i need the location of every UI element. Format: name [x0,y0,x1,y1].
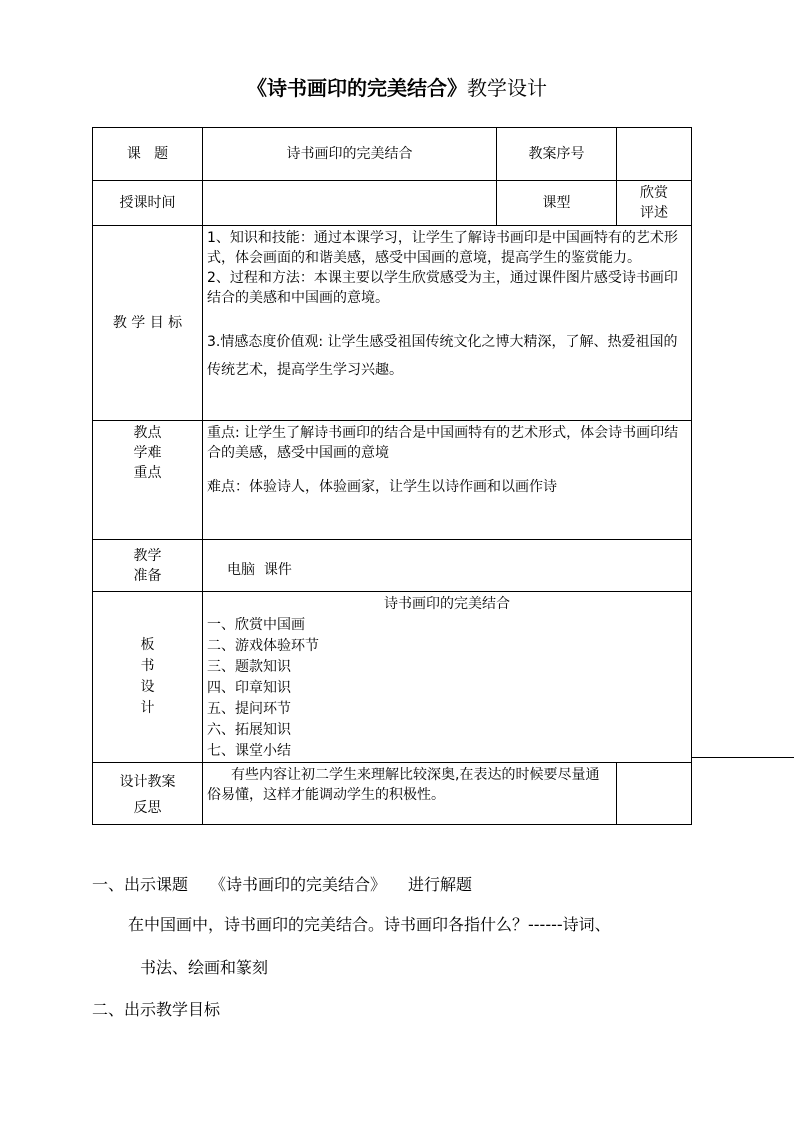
type-label: 课型 [497,181,617,226]
board-item: 二、游戏体验环节 [207,638,319,654]
reflection-label [93,763,203,825]
table-row-goals [93,226,692,421]
body-paragraph-continued: 书法、绘画和篆刻 [140,958,269,977]
document-title-suffix: 教学设计 [467,76,547,100]
goals-content [203,226,692,421]
keypoints-label-line-3: 重点 [133,465,162,481]
difficult-point: 难点：体验诗人，体验画家，让学生以诗作画和以画作诗 [207,479,557,495]
key-point: 重点: 让学生了解诗书画印的结合是中国画特有的艺术形式，体会诗书画印结合的美感，感受中国画的意境 [207,425,679,461]
keypoints-content [203,421,692,540]
section-topic-action: 进行解题 [408,875,473,894]
body-paragraph: 在中国画中，诗书画印的完美结合。诗书画印各指什么？------诗词、 [128,915,611,934]
reflection-label-line-2: 反思 [133,800,162,816]
prep-value: 电脑 课件 [203,540,692,592]
topic-value: 诗书画印的完美结合 [203,128,497,181]
reflection-label-line-1: 设计教案 [119,774,176,790]
goal-process: 2、过程和方法：本课主要以学生欣赏感受为主，通过课件图片感受诗书画印结合的美感和中国画的意境。 [207,270,678,306]
sequence-value [617,128,692,181]
lesson-plan-table [92,127,692,825]
board-label-line-4: 计 [140,700,155,716]
prep-label [93,540,203,592]
time-value [203,181,497,226]
goals-label: 教 学 目 标 [93,226,203,421]
table-row-time [93,181,692,226]
board-label-line-1: 板 [140,637,155,653]
board-label-line-3: 设 [140,679,155,695]
board-item: 一、欣赏中国画 [207,617,305,633]
document-title-main: 《诗书画印的完美结合》 [247,76,467,100]
table-divider-extension [691,757,794,758]
sequence-label: 教案序号 [497,128,617,181]
keypoints-label [93,421,203,540]
section-topic-title: 《诗书画印的完美结合》 [210,875,387,894]
section-goals-heading: 二、出示教学目标 [92,1000,221,1019]
table-row-reflection [93,763,692,825]
board-item: 五、提问环节 [207,701,291,717]
prep-label-line-1: 教学 [133,547,162,564]
type-value-line-1: 欣赏 [640,185,668,201]
keypoints-label-line-2: 学难 [133,445,162,461]
type-value [617,181,692,226]
board-label-line-2: 书 [140,658,155,674]
goal-attitude: 3.情感态度价值观: 让学生感受祖国传统文化之博大精深，了解、热爱祖国的传统艺术，提高学生学习兴趣。 [207,334,678,378]
section-topic-line [92,874,794,896]
table-row-keypoints [93,421,692,540]
board-label [93,592,203,763]
type-value-line-2: 评述 [640,205,668,221]
goal-knowledge: 1、知识和技能：通过本课学习，让学生了解诗书画印是中国画特有的艺术形式，体会画面的和谐美感，感受中国画的意境，提高学生的鉴赏能力。 [207,230,678,266]
section-topic-heading: 一、出示课题 [92,875,189,894]
board-item: 六、拓展知识 [207,722,291,738]
board-item: 四、印章知识 [207,680,291,696]
table-row-board [93,592,692,763]
table-row-topic [93,128,692,181]
board-item: 三、题款知识 [207,659,291,675]
table-row-prep [93,540,692,592]
board-heading: 诗书画印的完美结合 [384,596,510,612]
reflection-empty [617,763,692,825]
document-title [0,72,794,104]
time-label: 授课时间 [93,181,203,226]
reflection-value: 有些内容让初二学生来理解比较深奥,在表达的时候要尽量通俗易懂，这样才能调动学生的积极性。 [203,763,617,825]
board-item: 七、课堂小结 [207,743,291,759]
prep-label-line-2: 准备 [133,567,162,584]
keypoints-label-line-1: 教点 [133,425,162,441]
board-content [203,592,692,763]
topic-label: 课 题 [93,128,203,181]
